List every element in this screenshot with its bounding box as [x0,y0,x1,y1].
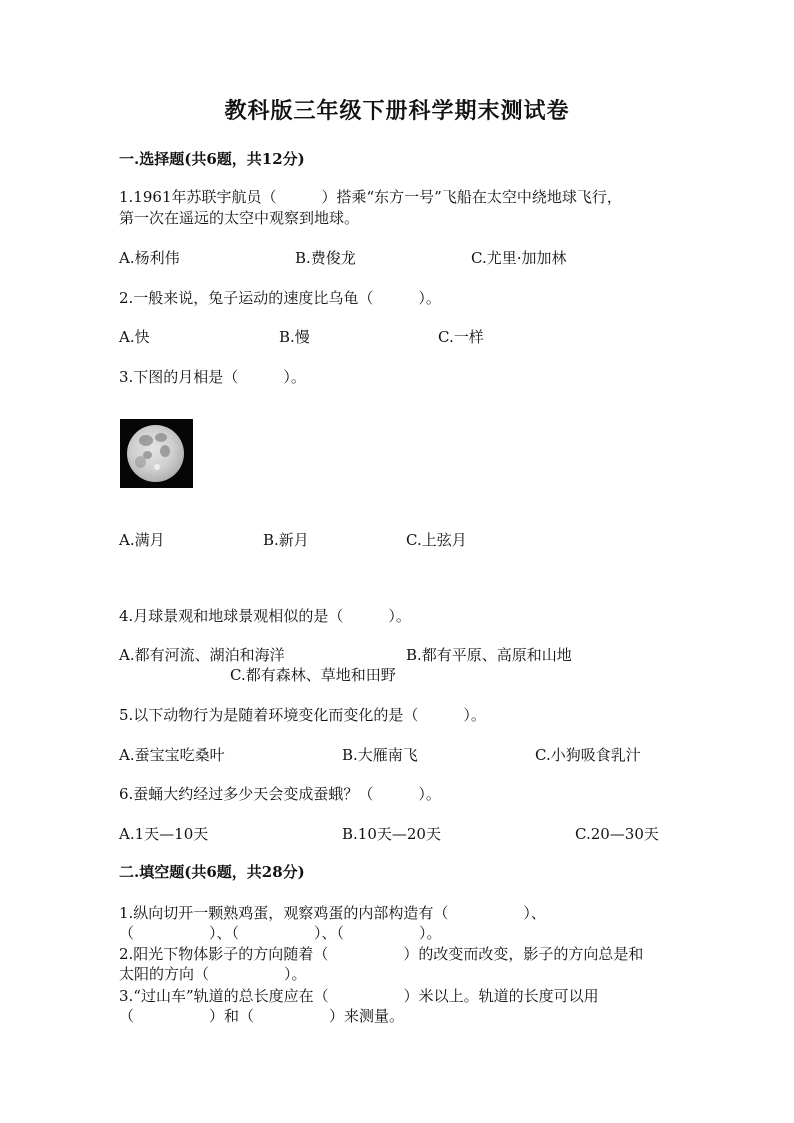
question-1-option-c: C.尤里·加加林 [471,249,567,267]
section-heading-fill: 二.填空题(共6题，共28分) [119,863,305,881]
question-5-option-c: C.小狗吸食乳汁 [535,746,641,764]
question-4-option-a: A.都有河流、湖泊和海洋 [119,646,285,664]
question-1-option-a: A.杨利伟 [119,249,180,267]
fill-3-line-2: （ ）和（ ）来测量。 [119,1007,405,1025]
page-title: 教科版三年级下册科学期末测试卷 [224,98,570,124]
question-2-option-a: A.快 [119,328,150,346]
fill-2-line-2: 太阳的方向（ ）。 [119,965,307,983]
question-5-option-b: B.大雁南飞 [342,746,418,764]
question-6-option-b: B.10天—20天 [342,825,441,843]
question-4-option-c: C.都有森林、草地和田野 [230,666,396,684]
fill-1-line-2: （ ）、（ ）、（ ）。 [119,924,442,942]
full-moon-image [120,419,193,488]
question-6-text: 6.蚕蛹大约经过多少天会变成蚕蛾？（ ）。 [119,785,441,803]
question-4-option-b: B.都有平原、高原和山地 [406,646,572,664]
question-2-text: 2.一般来说，兔子运动的速度比乌龟（ ）。 [119,289,441,307]
question-1-option-b: B.费俊龙 [295,249,356,267]
question-1-line-1: 1.1961年苏联宇航员（ ）搭乘“东方一号”飞船在太空中绕地球飞行， [119,188,622,206]
question-5-text: 5.以下动物行为是随着环境变化而变化的是（ ）。 [119,706,486,724]
question-3-option-c: C.上弦月 [406,531,467,549]
fill-1-line-1: 1.纵向切开一颗熟鸡蛋，观察鸡蛋的内部构造有（ ）、 [119,904,546,922]
question-1-line-2: 第一次在遥远的太空中观察到地球。 [119,209,360,227]
question-2-option-c: C.一样 [438,328,484,346]
question-3-option-a: A.满月 [119,531,165,549]
question-5-option-a: A.蚕宝宝吃桑叶 [119,746,225,764]
fill-2-line-1: 2.阳光下物体影子的方向随着（ ）的改变而改变，影子的方向总是和 [119,945,644,963]
moon-disc [127,425,184,482]
question-6-option-c: C.20—30天 [575,825,659,843]
fill-3-line-1: 3.“过山车”轨道的总长度应在（ ）米以上。轨道的长度可以用 [119,987,599,1005]
section-heading-choice: 一.选择题(共6题，共12分) [119,150,305,168]
question-3-text: 3.下图的月相是（ ）。 [119,368,306,386]
question-3-option-b: B.新月 [263,531,309,549]
question-4-text: 4.月球景观和地球景观相似的是（ ）。 [119,607,411,625]
question-6-option-a: A.1天—10天 [119,825,209,843]
question-2-option-b: B.慢 [279,328,310,346]
